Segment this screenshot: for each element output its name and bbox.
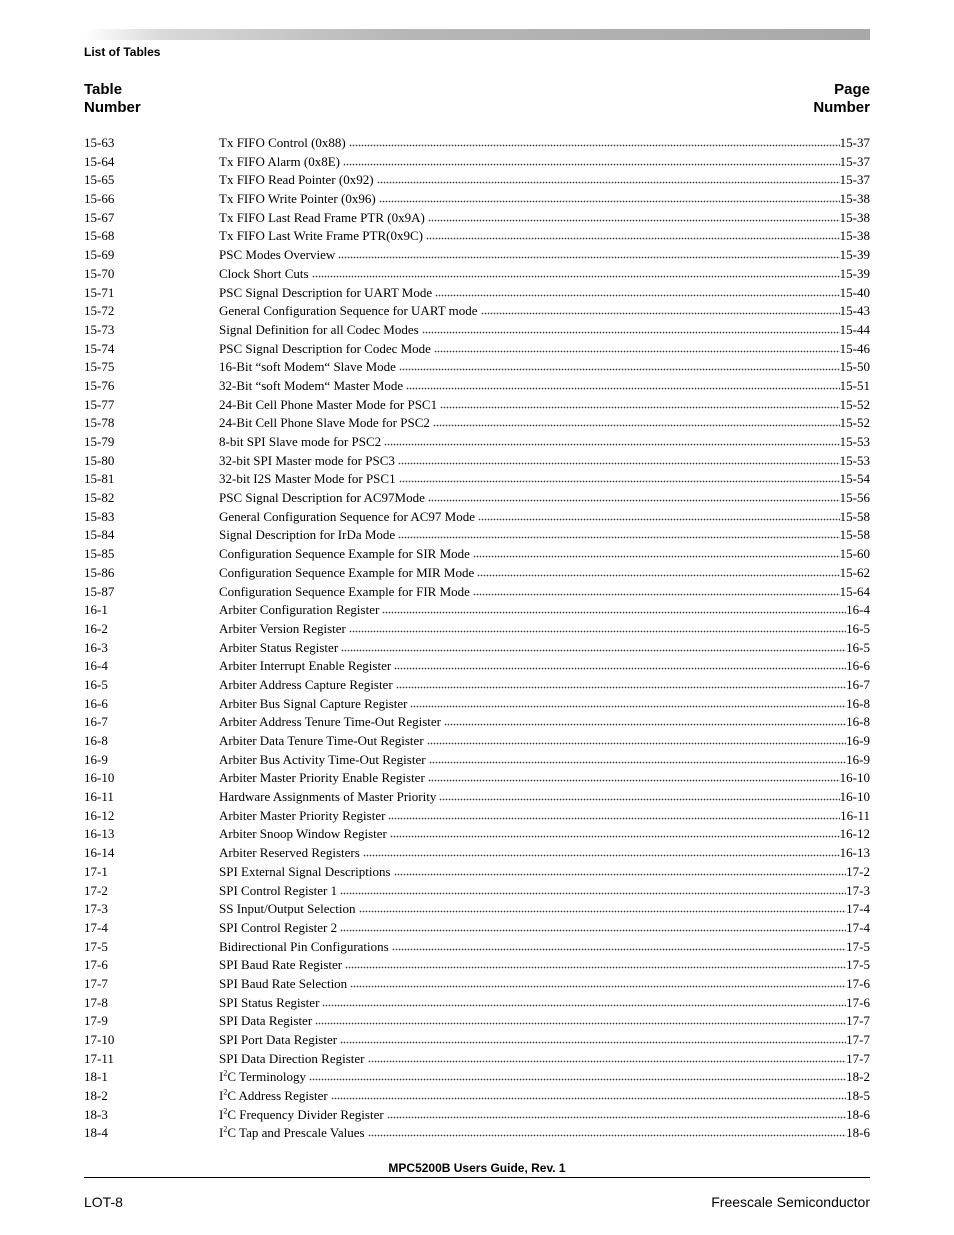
table-number: 15-78 (84, 415, 115, 431)
dot-leader (312, 268, 840, 278)
title-superscript: 2 (223, 1125, 228, 1135)
footer-company: Freescale Semiconductor (711, 1194, 870, 1210)
toc-entry[interactable] (84, 434, 870, 453)
page-number: 16-10 (839, 770, 870, 786)
table-number: 18-2 (84, 1088, 108, 1104)
footer-divider (84, 1177, 870, 1178)
dot-leader (481, 305, 840, 315)
page-number: 15-53 (839, 452, 870, 468)
table-number: 15-72 (84, 303, 115, 319)
table-title: Arbiter Version Register (219, 620, 346, 636)
page-number: 17-5 (846, 938, 870, 954)
title-prefix: I (219, 1106, 224, 1122)
table-number: 17-1 (84, 863, 108, 879)
title-text: C Terminology (227, 1069, 306, 1085)
page-number: 15-51 (839, 377, 870, 393)
dot-leader (444, 716, 846, 726)
table-number: 15-85 (84, 546, 115, 562)
dot-leader (377, 174, 840, 184)
toc-entry[interactable] (84, 453, 870, 472)
table-title (219, 1088, 331, 1104)
toc-entry[interactable] (84, 415, 870, 434)
table-number: 15-69 (84, 247, 115, 263)
dot-leader (396, 679, 847, 689)
table-number: 16-6 (84, 695, 108, 711)
table-number: 15-70 (84, 265, 115, 281)
table-title: SPI External Signal Descriptions (219, 863, 391, 879)
dot-leader (379, 193, 840, 203)
page-number: 16-8 (846, 695, 870, 711)
table-title: Tx FIFO Last Read Frame PTR (0x9A) (219, 209, 425, 225)
page-number: 18-6 (846, 1106, 870, 1122)
toc-entry[interactable] (84, 1032, 870, 1051)
page-number: 18-6 (846, 1125, 870, 1141)
table-title: Tx FIFO Read Pointer (0x92) (219, 172, 374, 188)
page-number: 15-37 (839, 135, 870, 150)
dot-leader (359, 903, 847, 913)
title-prefix: I (219, 1125, 224, 1141)
table-number: 17-10 (84, 1032, 115, 1047)
table-title: Arbiter Master Priority Enable Register (219, 770, 425, 786)
toc-entry[interactable] (84, 733, 870, 752)
table-number: 15-75 (84, 359, 115, 375)
page-number: 15-58 (839, 527, 870, 543)
toc-entry[interactable] (84, 939, 870, 958)
page-number: 18-2 (846, 1069, 870, 1085)
table-title: Arbiter Bus Signal Capture Register (219, 695, 408, 711)
toc-entry[interactable] (84, 995, 870, 1014)
table-number: 17-7 (84, 975, 108, 991)
toc-entry[interactable] (84, 752, 870, 771)
dot-leader (343, 156, 840, 166)
table-title: Arbiter Address Tenure Time-Out Register (219, 714, 441, 730)
dot-leader (315, 1015, 846, 1025)
table-heading-line1: Table (84, 81, 123, 98)
title-superscript: 2 (223, 1069, 228, 1079)
toc-entry[interactable] (84, 322, 870, 341)
table-title: Tx FIFO Control (0x88) (219, 135, 346, 150)
table-number: 15-77 (84, 396, 115, 412)
toc-entry[interactable] (84, 920, 870, 939)
page-number: 17-7 (846, 1032, 870, 1047)
page-number: 16-9 (846, 751, 870, 767)
dot-leader (392, 941, 846, 951)
toc-entry[interactable] (84, 1051, 870, 1070)
page-number: 15-43 (839, 303, 870, 319)
toc-entry[interactable] (84, 1013, 870, 1032)
table-title: SPI Control Register 2 (219, 919, 338, 935)
page-number: 15-40 (839, 284, 870, 300)
table-number: 16-10 (84, 770, 115, 786)
dot-leader (473, 548, 840, 558)
dot-leader (349, 623, 846, 633)
table-title: Arbiter Bus Activity Time-Out Register (219, 751, 426, 767)
toc-entry[interactable] (84, 1125, 870, 1144)
table-number: 17-5 (84, 938, 108, 954)
table-title: Clock Short Cuts (219, 265, 309, 281)
table-title: Arbiter Configuration Register (219, 602, 380, 618)
toc-entry[interactable] (84, 228, 870, 247)
dot-leader (363, 847, 840, 857)
toc-entry[interactable] (84, 1088, 870, 1107)
page-number: 17-4 (846, 919, 870, 935)
page-number: 15-39 (839, 265, 870, 281)
table-number: 16-11 (84, 789, 114, 805)
page-number: 16-7 (846, 676, 870, 692)
table-number: 16-14 (84, 845, 115, 861)
dot-leader (384, 436, 840, 446)
table-title: SPI Port Data Register (219, 1032, 338, 1047)
page-number: 17-7 (846, 1013, 870, 1029)
table-title: SPI Baud Rate Selection (219, 975, 348, 991)
table-number: 17-11 (84, 1050, 114, 1066)
table-title: Arbiter Data Tenure Time-Out Register (219, 733, 424, 748)
table-title: SS Input/Output Selection (219, 901, 356, 917)
dot-leader (399, 361, 840, 371)
table-title: Configuration Sequence Example for MIR Mode (219, 564, 475, 580)
title-superscript: 2 (223, 1106, 228, 1116)
toc-entry[interactable] (84, 826, 870, 845)
dot-leader (387, 1109, 846, 1119)
dot-leader (340, 922, 846, 932)
table-number: 17-8 (84, 994, 108, 1010)
toc-entry[interactable] (84, 341, 870, 360)
toc-entry[interactable] (84, 770, 870, 789)
page-number: 15-38 (839, 209, 870, 225)
toc-entry[interactable] (84, 621, 870, 640)
toc-entry[interactable] (84, 883, 870, 902)
table-number: 16-13 (84, 826, 115, 842)
page-number: 15-52 (839, 396, 870, 412)
table-number: 15-84 (84, 527, 115, 543)
toc-entry[interactable] (84, 696, 870, 715)
table-title: Hardware Assignments of Master Priority (219, 789, 437, 805)
dot-leader (433, 417, 840, 427)
title-text: C Frequency Divider Register (227, 1106, 384, 1122)
dot-leader (478, 511, 840, 521)
table-number: 16-7 (84, 714, 108, 730)
dot-leader (388, 810, 840, 820)
dot-leader (322, 997, 846, 1007)
dot-leader (338, 249, 839, 259)
page-number: 15-38 (839, 228, 870, 244)
table-number: 15-68 (84, 228, 115, 244)
table-title: 32-Bit “soft Modem“ Master Mode (219, 377, 404, 393)
dot-leader (477, 567, 839, 577)
table-number: 17-2 (84, 882, 108, 898)
toc-entry[interactable] (84, 359, 870, 378)
footer-page-id: LOT-8 (84, 1194, 123, 1210)
table-number: 17-4 (84, 919, 108, 935)
table-title: 32-bit I2S Master Mode for PSC1 (219, 471, 396, 487)
page-number: 15-50 (839, 359, 870, 375)
table-title: PSC Signal Description for Codec Mode (219, 340, 431, 356)
table-title: SPI Data Register (219, 1013, 313, 1029)
dot-leader (434, 343, 840, 353)
table-number: 15-81 (84, 471, 115, 487)
table-number: 17-9 (84, 1013, 108, 1029)
dot-leader (439, 791, 839, 801)
table-title: Signal Definition for all Codec Modes (219, 321, 419, 337)
table-number: 16-8 (84, 733, 108, 748)
table-title: Arbiter Interrupt Enable Register (219, 658, 392, 674)
table-title: PSC Modes Overview (219, 247, 336, 263)
page-number: 15-53 (839, 434, 870, 449)
page-number: 16-5 (846, 620, 870, 636)
table-number: 17-6 (84, 957, 108, 973)
page-number: 15-60 (839, 546, 870, 562)
dot-leader (440, 399, 840, 409)
page-number: 17-7 (846, 1050, 870, 1066)
table-number: 15-71 (84, 284, 115, 300)
title-superscript: 2 (223, 1087, 228, 1097)
table-number: 15-82 (84, 490, 115, 506)
dot-leader (341, 642, 846, 652)
page-number: 17-6 (846, 975, 870, 991)
dot-leader (410, 698, 846, 708)
dot-leader (399, 473, 840, 483)
dot-leader (394, 866, 847, 876)
toc-entry[interactable] (84, 135, 870, 154)
dot-leader (428, 772, 840, 782)
dot-leader (368, 1053, 847, 1063)
table-title: PSC Signal Description for AC97Mode (219, 490, 425, 506)
table-number: 16-9 (84, 751, 108, 767)
page-number: 15-39 (839, 247, 870, 263)
table-title (219, 1125, 368, 1141)
page-number: 15-37 (839, 172, 870, 188)
table-title: 16-Bit “soft Modem“ Slave Mode (219, 359, 396, 375)
page-number: 16-8 (846, 714, 870, 730)
title-text: C Address Register (227, 1088, 328, 1104)
table-number: 15-74 (84, 340, 115, 356)
page-number: 17-6 (846, 994, 870, 1010)
dot-leader (473, 586, 840, 596)
table-title: General Configuration Sequence for UART mode (219, 303, 478, 319)
table-number: 15-76 (84, 377, 115, 393)
table-number: 15-65 (84, 172, 115, 188)
dot-leader (349, 137, 840, 147)
table-title: Arbiter Reserved Registers (219, 845, 360, 861)
table-title (219, 1069, 309, 1085)
dot-leader (426, 230, 840, 240)
page-number: 16-13 (839, 845, 870, 861)
dot-leader (428, 212, 840, 222)
page-number-heading (813, 81, 870, 117)
dot-leader (435, 287, 840, 297)
dot-leader (382, 604, 846, 614)
dot-leader (394, 660, 846, 670)
toc-entry[interactable] (84, 864, 870, 883)
table-title: SPI Control Register 1 (219, 882, 338, 898)
dot-leader (340, 885, 846, 895)
table-number: 18-1 (84, 1069, 108, 1085)
table-number: 17-3 (84, 901, 108, 917)
toc-entry[interactable] (84, 1069, 870, 1088)
dot-leader (422, 324, 840, 334)
toc-entry[interactable] (84, 714, 870, 733)
page-number: 15-52 (839, 415, 870, 431)
header-bar (84, 29, 870, 40)
page-number: 15-37 (839, 153, 870, 169)
footer-guide-title: MPC5200B Users Guide, Rev. 1 (388, 1161, 566, 1175)
page-number: 16-6 (846, 658, 870, 674)
page-number: 17-5 (846, 957, 870, 973)
page-number: 15-54 (839, 471, 870, 487)
table-title: PSC Signal Description for UART Mode (219, 284, 433, 300)
page-number: 16-4 (846, 602, 870, 618)
section-label: List of Tables (84, 45, 161, 59)
toc-entry[interactable] (84, 546, 870, 565)
table-number: 15-79 (84, 434, 115, 449)
toc-entry[interactable] (84, 976, 870, 995)
toc-entry[interactable] (84, 378, 870, 397)
toc-entry[interactable] (84, 640, 870, 659)
toc-entry[interactable] (84, 191, 870, 210)
page-number: 16-5 (846, 639, 870, 655)
page-heading-line2: Number (813, 99, 870, 116)
page-heading-line1: Page (834, 81, 870, 98)
table-number: 15-87 (84, 583, 115, 599)
toc-entry[interactable] (84, 397, 870, 416)
table-number: 15-86 (84, 564, 115, 580)
table-number: 15-64 (84, 153, 115, 169)
dot-leader (406, 380, 840, 390)
table-number: 18-3 (84, 1106, 108, 1122)
table-number: 15-67 (84, 209, 115, 225)
table-title: Arbiter Address Capture Register (219, 676, 393, 692)
table-title: SPI Baud Rate Register (219, 957, 343, 973)
page-number: 16-9 (846, 733, 870, 748)
page-number: 15-46 (839, 340, 870, 356)
toc-entry[interactable] (84, 285, 870, 304)
table-title: Arbiter Master Priority Register (219, 807, 386, 823)
table-title: Bidirectional Pin Configurations (219, 938, 389, 954)
page-number: 16-11 (840, 807, 870, 823)
toc-entry[interactable] (84, 584, 870, 603)
table-number-heading (84, 81, 141, 117)
page-number: 18-5 (846, 1088, 870, 1104)
dot-leader (398, 455, 840, 465)
dot-leader (429, 754, 847, 764)
toc-entry[interactable] (84, 901, 870, 920)
table-number: 15-73 (84, 321, 115, 337)
table-title: Tx FIFO Write Pointer (0x96) (219, 191, 376, 207)
page-number: 17-2 (846, 863, 870, 879)
table-number: 16-12 (84, 807, 115, 823)
dot-leader (427, 735, 847, 745)
table-number: 15-66 (84, 191, 115, 207)
toc-entry[interactable] (84, 303, 870, 322)
toc-entry[interactable] (84, 1107, 870, 1126)
page-number: 16-12 (839, 826, 870, 842)
table-title: Tx FIFO Alarm (0x8E) (219, 153, 340, 169)
toc-entry[interactable] (84, 266, 870, 285)
toc-entry[interactable] (84, 471, 870, 490)
table-title: SPI Data Direction Register (219, 1050, 365, 1066)
toc-entry[interactable] (84, 658, 870, 677)
table-title: 32-bit SPI Master mode for PSC3 (219, 452, 395, 468)
dot-leader (309, 1071, 846, 1081)
toc-entry[interactable] (84, 154, 870, 173)
table-heading-line2: Number (84, 99, 141, 116)
toc-entry[interactable] (84, 247, 870, 266)
toc-entry[interactable] (84, 527, 870, 546)
toc-entry[interactable] (84, 957, 870, 976)
page-number: 15-58 (839, 508, 870, 524)
table-title: General Configuration Sequence for AC97 Mode (219, 508, 475, 524)
table-title: Tx FIFO Last Write Frame PTR(0x9C) (219, 228, 423, 244)
table-title: 24-Bit Cell Phone Master Mode for PSC1 (219, 396, 438, 412)
title-prefix: I (219, 1088, 224, 1104)
dot-leader (350, 978, 846, 988)
page-number: 17-4 (846, 901, 870, 917)
page-number: 15-44 (839, 321, 870, 337)
dot-leader (428, 492, 840, 502)
table-number: 18-4 (84, 1125, 108, 1141)
toc-entry[interactable] (84, 789, 870, 808)
table-number: 15-63 (84, 135, 115, 150)
table-title: 8-bit SPI Slave mode for PSC2 (219, 434, 382, 449)
table-title: Signal Description for IrDa Mode (219, 527, 396, 543)
title-text: C Tap and Prescale Values (227, 1125, 365, 1141)
page-number: 15-62 (839, 564, 870, 580)
dot-leader (390, 828, 840, 838)
toc-entry[interactable] (84, 210, 870, 229)
dot-leader (345, 959, 846, 969)
table-title: 24-Bit Cell Phone Slave Mode for PSC2 (219, 415, 430, 431)
list-of-tables (84, 135, 870, 1144)
table-title: Configuration Sequence Example for FIR Mode (219, 583, 470, 599)
table-number: 15-83 (84, 508, 115, 524)
table-title: SPI Status Register (219, 994, 320, 1010)
toc-entry[interactable] (84, 172, 870, 191)
table-number: 16-2 (84, 620, 108, 636)
toc-entry[interactable] (84, 602, 870, 621)
table-title: Arbiter Status Register (219, 639, 339, 655)
title-prefix: I (219, 1069, 224, 1085)
dot-leader (340, 1034, 846, 1044)
dot-leader (331, 1090, 846, 1100)
page-number: 16-10 (839, 789, 870, 805)
toc-entry[interactable] (84, 845, 870, 864)
dot-leader (368, 1127, 847, 1137)
toc-entry[interactable] (84, 509, 870, 528)
table-number: 16-1 (84, 602, 108, 618)
toc-entry[interactable] (84, 677, 870, 696)
page-number: 15-56 (839, 490, 870, 506)
page-number: 15-64 (839, 583, 870, 599)
table-number: 16-3 (84, 639, 108, 655)
table-title (219, 1107, 387, 1123)
toc-entry[interactable] (84, 565, 870, 584)
table-title: Arbiter Snoop Window Register (219, 826, 387, 842)
page-number: 15-38 (839, 191, 870, 207)
toc-entry[interactable] (84, 490, 870, 509)
toc-entry[interactable] (84, 808, 870, 827)
dot-leader (398, 529, 839, 539)
table-title: Configuration Sequence Example for SIR Mode (219, 546, 470, 562)
table-number: 16-4 (84, 658, 108, 674)
table-number: 15-80 (84, 452, 115, 468)
table-number: 16-5 (84, 676, 108, 692)
page-number: 17-3 (846, 882, 870, 898)
